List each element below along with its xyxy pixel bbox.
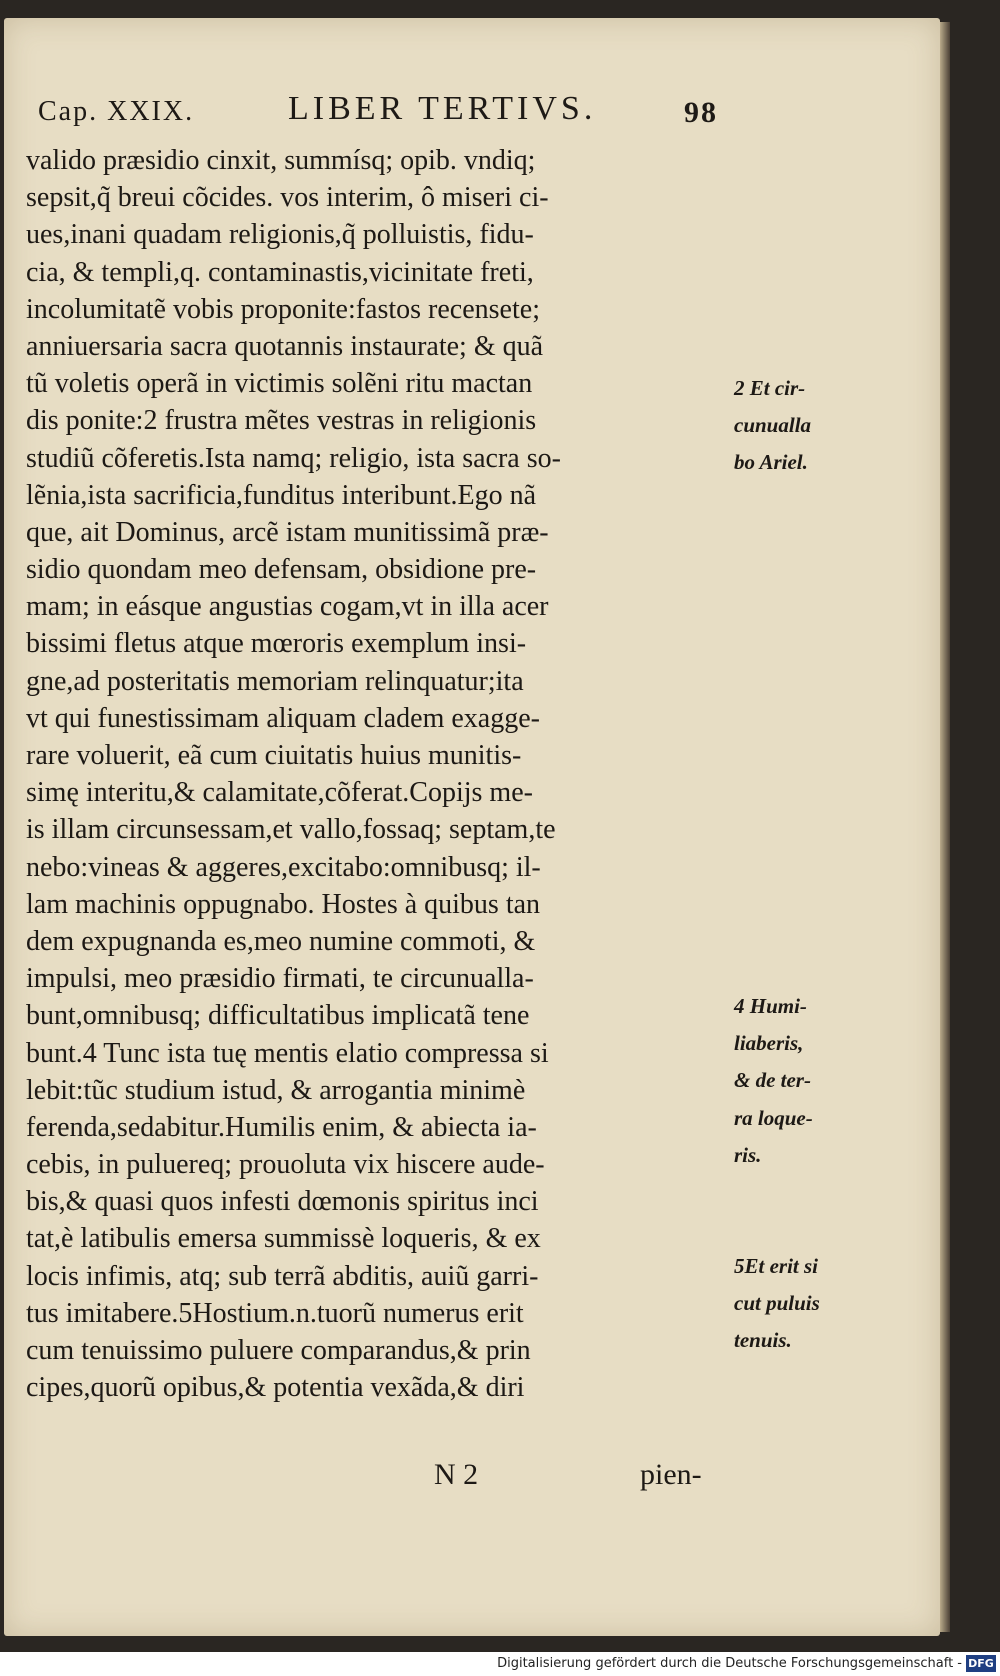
text-line: cipes,quorũ opibus,& potentia vexãda,& diri bbox=[26, 1372, 525, 1404]
text-line: is illam circunsessam,et vallo,fossaq; septam,te bbox=[26, 814, 556, 846]
text-line: sidio quondam meo defensam, obsidione pre- bbox=[26, 554, 537, 586]
chapter-heading: Cap. XXIX. bbox=[38, 96, 195, 127]
text-line: dem expugnanda es,meo numine commoti, & bbox=[26, 925, 536, 957]
marginal-note-line: ra loque- bbox=[734, 1105, 813, 1130]
text-line: rare voluerit, eã cum ciuitatis huius munitis- bbox=[26, 740, 522, 771]
text-line: lẽnia,ista sacrificia,funditus interibunt.Ego nã bbox=[26, 479, 537, 511]
text-line: mam; in eásque angustias cogam,vt in illa acer bbox=[26, 591, 549, 623]
text-line: lebit:tũc studium istud, & arrogantia minimè bbox=[26, 1074, 526, 1106]
text-line: bunt,omnibusq; difficultatibus implicatã tene bbox=[26, 1000, 530, 1032]
catchword: pien- bbox=[640, 1458, 702, 1491]
text-line: nebo:vineas & aggeres,excitabo:omnibusq; il- bbox=[26, 851, 541, 883]
text-line: tus imitabere.5Hostium.n.tuorũ numerus erit bbox=[26, 1297, 524, 1329]
marginal-note-line: 2 Et cir- bbox=[734, 376, 806, 400]
text-line: impulsi, meo præsidio firmati, te circunualla- bbox=[26, 963, 534, 995]
text-line: vt qui funestissimam aliquam cladem exagge- bbox=[26, 702, 540, 734]
running-head bbox=[38, 90, 718, 140]
text-line: tũ voletis operã in victimis solẽni ritu mactan bbox=[26, 368, 533, 400]
book-page bbox=[4, 18, 940, 1636]
main-text-block bbox=[26, 142, 726, 1406]
text-line: bunt.4 Tunc ista tuę mentis elatio compressa si bbox=[26, 1037, 549, 1069]
text-line: dis ponite:2 frustra mẽtes vestras in religionis bbox=[26, 405, 537, 437]
text-line: tat,è latibulis emersa summissè loqueris, & ex bbox=[26, 1223, 541, 1255]
text-line: gne,ad posteritatis memoriam relinquatur;ita bbox=[26, 665, 524, 697]
text-line: lam machinis oppugnabo. Hostes à quibus tan bbox=[26, 888, 541, 920]
text-line: sepsit,q̃ breui cõcides. vos interim, ô miseri ci- bbox=[26, 182, 549, 214]
marginal-note-line: cunualla bbox=[734, 413, 812, 438]
text-line: que, ait Dominus, arcẽ istam munitissimã præ- bbox=[26, 516, 549, 548]
footer-credit: Digitalisierung gefördert durch die Deutsche Forschungsgemeinschaft - bbox=[497, 1656, 962, 1671]
text-line: incolumitatẽ vobis proponite:fastos recensete; bbox=[26, 293, 540, 325]
text-line: cia, & templi,q. contaminastis,vicinitate freti, bbox=[26, 256, 534, 288]
marginal-note-1 bbox=[734, 370, 811, 482]
text-line: bis,& quasi quos infesti dœmonis spiritus inci bbox=[26, 1186, 539, 1218]
page-edge-shadow bbox=[940, 22, 950, 1632]
text-line: anniuersaria sacra quotannis instaurate; & quã bbox=[26, 330, 544, 362]
marginal-note-line: 4 Humi- bbox=[734, 994, 807, 1018]
text-line: studiũ cõferetis.Ista namq; religio, ista sacra so- bbox=[26, 442, 561, 474]
text-line: bissimi fletus atque mœroris exemplum insi- bbox=[26, 628, 527, 660]
text-line: ues,inani quadam religionis,q̃ polluistis, fidu- bbox=[26, 219, 534, 251]
marginal-note-line: cut puluis bbox=[734, 1291, 820, 1316]
marginal-note-3 bbox=[734, 1248, 820, 1360]
page-number: 98 bbox=[684, 96, 718, 129]
marginal-note-2 bbox=[734, 988, 813, 1174]
book-title-heading: LIBER TERTIVS. bbox=[288, 90, 597, 127]
text-line: cebis, in puluereq; prouoluta vix hiscere aude- bbox=[26, 1149, 545, 1181]
text-line: simę interitu,& calamitate,cõferat.Copijs me- bbox=[26, 777, 533, 809]
signature-mark: N 2 bbox=[434, 1458, 479, 1491]
marginal-note-line: bo Ariel. bbox=[734, 450, 808, 475]
dfg-logo: DFG bbox=[966, 1655, 996, 1672]
marginal-note-line: 5Et erit si bbox=[734, 1254, 819, 1278]
marginal-note-line: & de ter- bbox=[734, 1068, 811, 1093]
text-line: valido præsidio cinxit, summísq; opib. vndiq; bbox=[26, 145, 536, 176]
marginal-note-line: liaberis, bbox=[734, 1031, 804, 1056]
text-line: cum tenuissimo puluere comparandus,& prin bbox=[26, 1335, 531, 1366]
marginal-note-line: tenuis. bbox=[734, 1328, 792, 1353]
marginal-note-line: ris. bbox=[734, 1142, 762, 1167]
text-line: ferenda,sedabitur.Humilis enim, & abiecta ia- bbox=[26, 1111, 537, 1143]
footer-bar bbox=[0, 1652, 1000, 1676]
text-line: locis infimis, atq; sub terrã abditis, auiũ garri- bbox=[26, 1260, 539, 1292]
